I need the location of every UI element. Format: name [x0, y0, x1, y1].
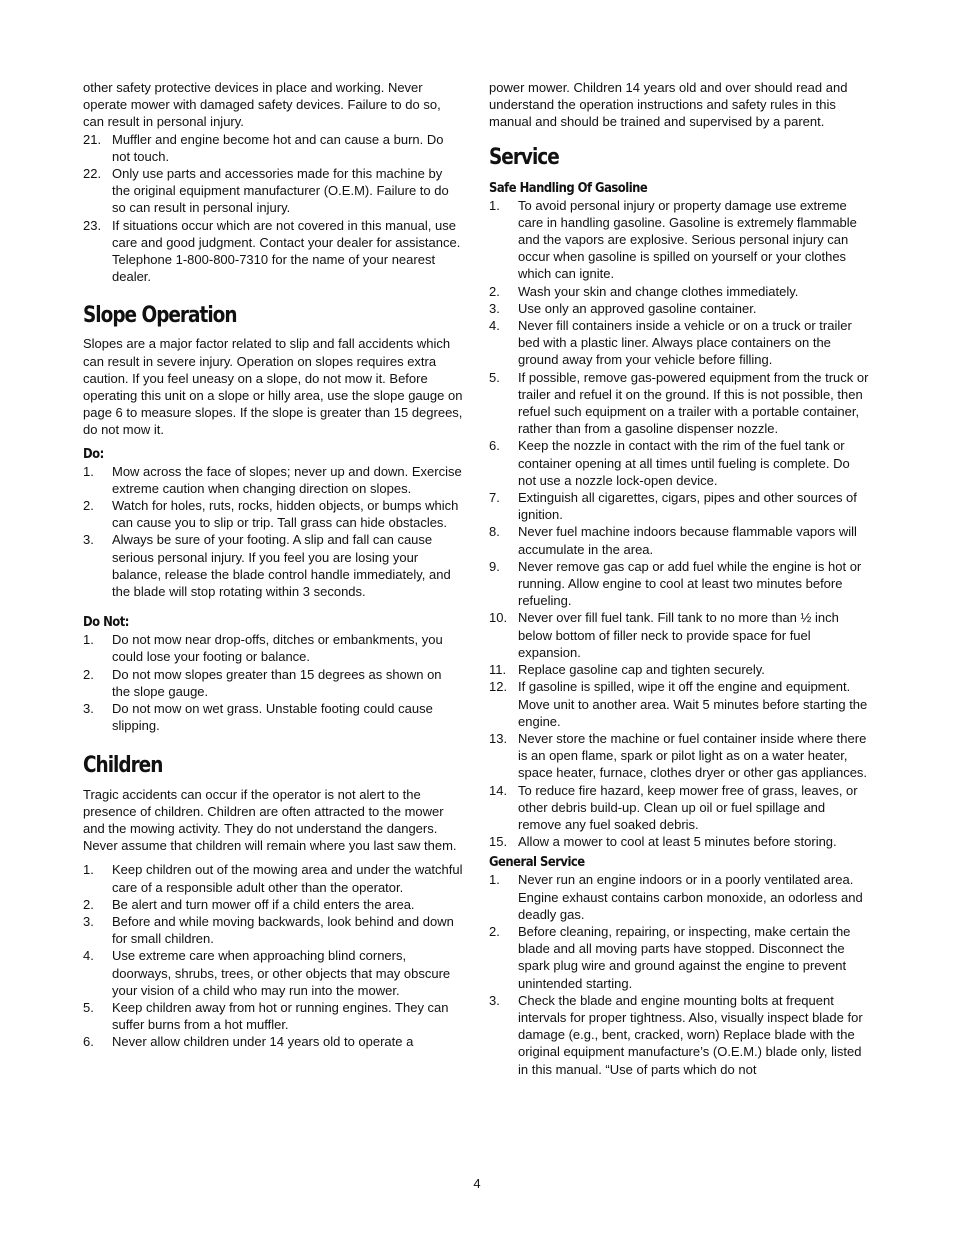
list-item [489, 782, 871, 834]
page-number: 4 [473, 1176, 481, 1191]
list-item-text: Never remove gas cap or add fuel while the engine is hot or running. Allow engine to cool at least two minutes before refueling. [518, 558, 862, 609]
list-item [83, 700, 463, 734]
list-item-number: 22. [83, 166, 102, 182]
list-item-number: 3. [83, 532, 94, 548]
list-item-text: Do not mow slopes greater than 15 degrees as shown on the slope gauge. [112, 666, 442, 699]
list-item-number: 4. [489, 318, 500, 334]
list-item-text: Before and while moving backwards, look behind and down for small children. [112, 913, 454, 947]
list-item [489, 833, 871, 850]
general-service-heading: General Service [489, 854, 585, 871]
list-item [489, 871, 871, 923]
list-item [83, 217, 463, 286]
list-item-text: Muffler and engine become hot and can cause a burn. Do not touch. [112, 131, 444, 164]
list-item-text: Extinguish all cigarettes, cigars, pipes and other sources of ignition. [518, 490, 857, 523]
list-item-number: 12. [489, 679, 508, 695]
list-item [83, 896, 463, 913]
list-item-number: 2. [83, 896, 94, 912]
list-item-text: Allow a mower to cool at least 5 minutes before storing. [518, 834, 837, 850]
list-item-number: 3. [489, 300, 500, 316]
list-item-number: 10. [489, 610, 508, 626]
list-item [83, 131, 463, 165]
list-item-text: Always be sure of your footing. A slip and fall can cause serious personal injury. If you feel you are losing your balance, release the blade control handle immediately, and the blade will stop rotating within 3 seconds. [112, 532, 451, 600]
safety-rules-list [83, 131, 463, 286]
list-item-number: 1. [83, 463, 94, 479]
list-item [489, 300, 871, 317]
list-item [489, 992, 871, 1078]
list-item-number: 23. [83, 217, 102, 233]
left-column [83, 79, 463, 1051]
list-item-text: Never allow children under 14 years old to operate a [112, 1034, 414, 1050]
list-item [83, 165, 463, 217]
list-item-text: Never fuel machine indoors because flammable vapors will accumulate in the area. [518, 524, 857, 557]
list-item-number: 6. [489, 438, 500, 454]
list-item [83, 913, 463, 947]
list-item-text: Check the blade and engine mounting bolts at frequent intervals for proper tightness. Also, visually inspect blade for damage (e.g., bent, cracked, worn) Replace blade with the original equipment manufacture’s (O.E.M.) blade only, listed in this manual. “Use of parts which do not [518, 992, 863, 1077]
list-item-number: 21. [83, 131, 102, 147]
list-item-number: 3. [489, 992, 500, 1008]
list-item [489, 661, 871, 678]
list-item-number: 1. [489, 872, 500, 888]
list-item [489, 283, 871, 300]
list-item [83, 947, 463, 999]
list-item [83, 1033, 463, 1050]
list-item [489, 609, 871, 661]
list-item-number: 2. [489, 923, 500, 939]
list-item-text: Only use parts and accessories made for this machine by the original equipment manufacturer (O.E.M). Failure to do so can result in personal injury. [112, 166, 449, 216]
list-item-text: Use only an approved gasoline container. [518, 300, 757, 316]
list-item [489, 317, 871, 369]
children-intro-paragraph: Tragic accidents can occur if the operator is not alert to the presence of children. Children are often attracted to the mower and the mowing activity. They do not understand the dangers. Never assume that children will remain where you last saw them. [83, 786, 457, 854]
list-item-number: 5. [489, 369, 500, 385]
list-item-number: 1. [83, 632, 94, 648]
list-item-number: 9. [489, 558, 500, 574]
list-item-text: Keep the nozzle in contact with the rim of the fuel tank or container opening at all times until fueling is complete. Do not use a nozzle lock-open device. [518, 438, 850, 488]
list-item [83, 861, 463, 895]
children-heading: Children [83, 752, 163, 778]
do-not-heading: Do Not: [83, 614, 129, 631]
list-item [489, 489, 871, 523]
right-column [489, 79, 871, 1078]
list-item-text: To reduce fire hazard, keep mower free of grass, leaves, or other debris build-up. Clean up oil or fuel spillage and remove any fuel soaked debris. [518, 782, 858, 832]
do-heading: Do: [83, 445, 104, 462]
list-item-text: Do not mow on wet grass. Unstable footing could cause slipping. [112, 701, 433, 734]
list-item [83, 999, 463, 1033]
list-item-text: If gasoline is spilled, wipe it off the engine and equipment. Move unit to another area. Wait 5 minutes before starting the engine. [518, 679, 868, 729]
service-heading: Service [489, 144, 559, 170]
list-item-text: If possible, remove gas-powered equipment from the truck or trailer and refuel it on the ground. If this is not possible, then refuel such equipment on a trailer with a portable container, rather than from a gasoline dispenser nozzle. [518, 369, 869, 437]
list-item [83, 497, 463, 531]
list-item-number: 1. [489, 197, 500, 213]
slope-intro-paragraph: Slopes are a major factor related to slip and fall accidents which can result in severe injury. Operation on slopes requires extra caution. If you feel uneasy on a slope, do not mow it. Before operating this unit on a slope or hilly area, use the slope gauge on page 6 to measure slopes. If the slope is greater than 15 degrees, do not mow it. [83, 336, 463, 438]
slope-operation-heading: Slope Operation [83, 303, 237, 329]
list-item-text: If situations occur which are not covered in this manual, use care and good judgment. Contact your dealer for assistance. Telephone 1-800-800-7310 for the name of your nearest dealer. [112, 217, 461, 285]
list-item-text: Mow across the face of slopes; never up and down. Exercise extreme caution when changing direction on slopes. [112, 463, 462, 496]
list-item [83, 531, 463, 600]
list-item-number: 15. [489, 834, 508, 850]
list-item [489, 437, 871, 489]
list-item-text: Be alert and turn mower off if a child enters the area. [112, 896, 415, 912]
slope-do-list [83, 463, 463, 601]
list-item-text: Watch for holes, ruts, rocks, hidden objects, or bumps which can cause you to slip or trip. Tall grass can hide obstacles. [112, 498, 459, 531]
list-item-text: Never run an engine indoors or in a poorly ventilated area. Engine exhaust contains carbon monoxide, an odorless and deadly gas. [518, 872, 863, 922]
list-item-number: 13. [489, 730, 508, 746]
list-item-number: 5. [83, 999, 94, 1015]
list-item [489, 730, 871, 782]
list-item-text: Keep children out of the mowing area and under the watchful care of a responsible adult other than the operator. [112, 862, 463, 895]
list-item [489, 558, 871, 610]
list-item-text: Never fill containers inside a vehicle or on a truck or trailer bed with a plastic liner. Always place containers on the ground away from your vehicle before filling. [518, 318, 852, 368]
list-item-text: Never store the machine or fuel container inside where there is an open flame, spark or pilot light as on a water heater, space heater, furnace, clothes dryer or other gas appliances. [518, 730, 868, 781]
list-item-number: 11. [489, 662, 507, 678]
list-item-text: Keep children away from hot or running engines. They can suffer burns from a hot muffler. [112, 999, 449, 1033]
list-item-text: Before cleaning, repairing, or inspecting, make certain the blade and all moving parts have stopped. Disconnect the spark plug wire and ground against the engine to prevent unintended starting. [518, 923, 851, 991]
general-service-list [489, 871, 871, 1077]
list-item-number: 1. [83, 862, 94, 878]
list-item-number: 6. [83, 1034, 94, 1050]
list-item [489, 678, 871, 730]
continued-paragraph: other safety protective devices in place and working. Never operate mower with damaged safety devices. Failure to do so, can result in personal injury. [83, 80, 441, 130]
list-item-text: Use extreme care when approaching blind corners, doorways, shrubs, trees, or other objects that may obscure your vision of a child who may run into the mower. [112, 948, 451, 998]
list-item-text: Wash your skin and change clothes immediately. [518, 283, 799, 299]
list-item-text: Replace gasoline cap and tighten securely. [518, 662, 765, 678]
list-item-number: 8. [489, 524, 500, 540]
list-item-number: 3. [83, 701, 94, 717]
list-item [489, 923, 871, 992]
gasoline-rules-list [489, 197, 871, 851]
list-item-number: 4. [83, 948, 94, 964]
list-item-text: Never over fill fuel tank. Fill tank to no more than ½ inch below bottom of filler neck to provide space for fuel expansion. [518, 610, 839, 660]
list-item-number: 3. [83, 913, 94, 929]
list-item [83, 631, 463, 665]
children-rules-list [83, 861, 463, 1050]
list-item-number: 7. [489, 490, 500, 506]
list-item [83, 666, 463, 700]
list-item-number: 2. [83, 666, 94, 682]
list-item-number: 2. [489, 283, 500, 299]
list-item-number: 14. [489, 782, 508, 798]
list-item [83, 463, 463, 497]
list-item [489, 523, 871, 557]
list-item-text: Do not mow near drop-offs, ditches or embankments, you could lose your footing or balance. [112, 632, 443, 665]
continued-paragraph: power mower. Children 14 years old and over should read and understand the operation instructions and safety rules in this manual and should be trained and supervised by a parent. [489, 80, 848, 130]
list-item [489, 197, 871, 283]
safe-handling-gasoline-heading: Safe Handling Of Gasoline [489, 179, 648, 196]
list-item-text: To avoid personal injury or property damage use extreme care in handling gasoline. Gasoline is extremely flammable and the vapors are explosive. Serious personal injury can occur when gasoline is spilled on yourself or your clothes which can ignite. [518, 197, 857, 282]
slope-do-not-list [83, 631, 463, 734]
list-item [489, 369, 871, 438]
list-item-number: 2. [83, 498, 94, 514]
